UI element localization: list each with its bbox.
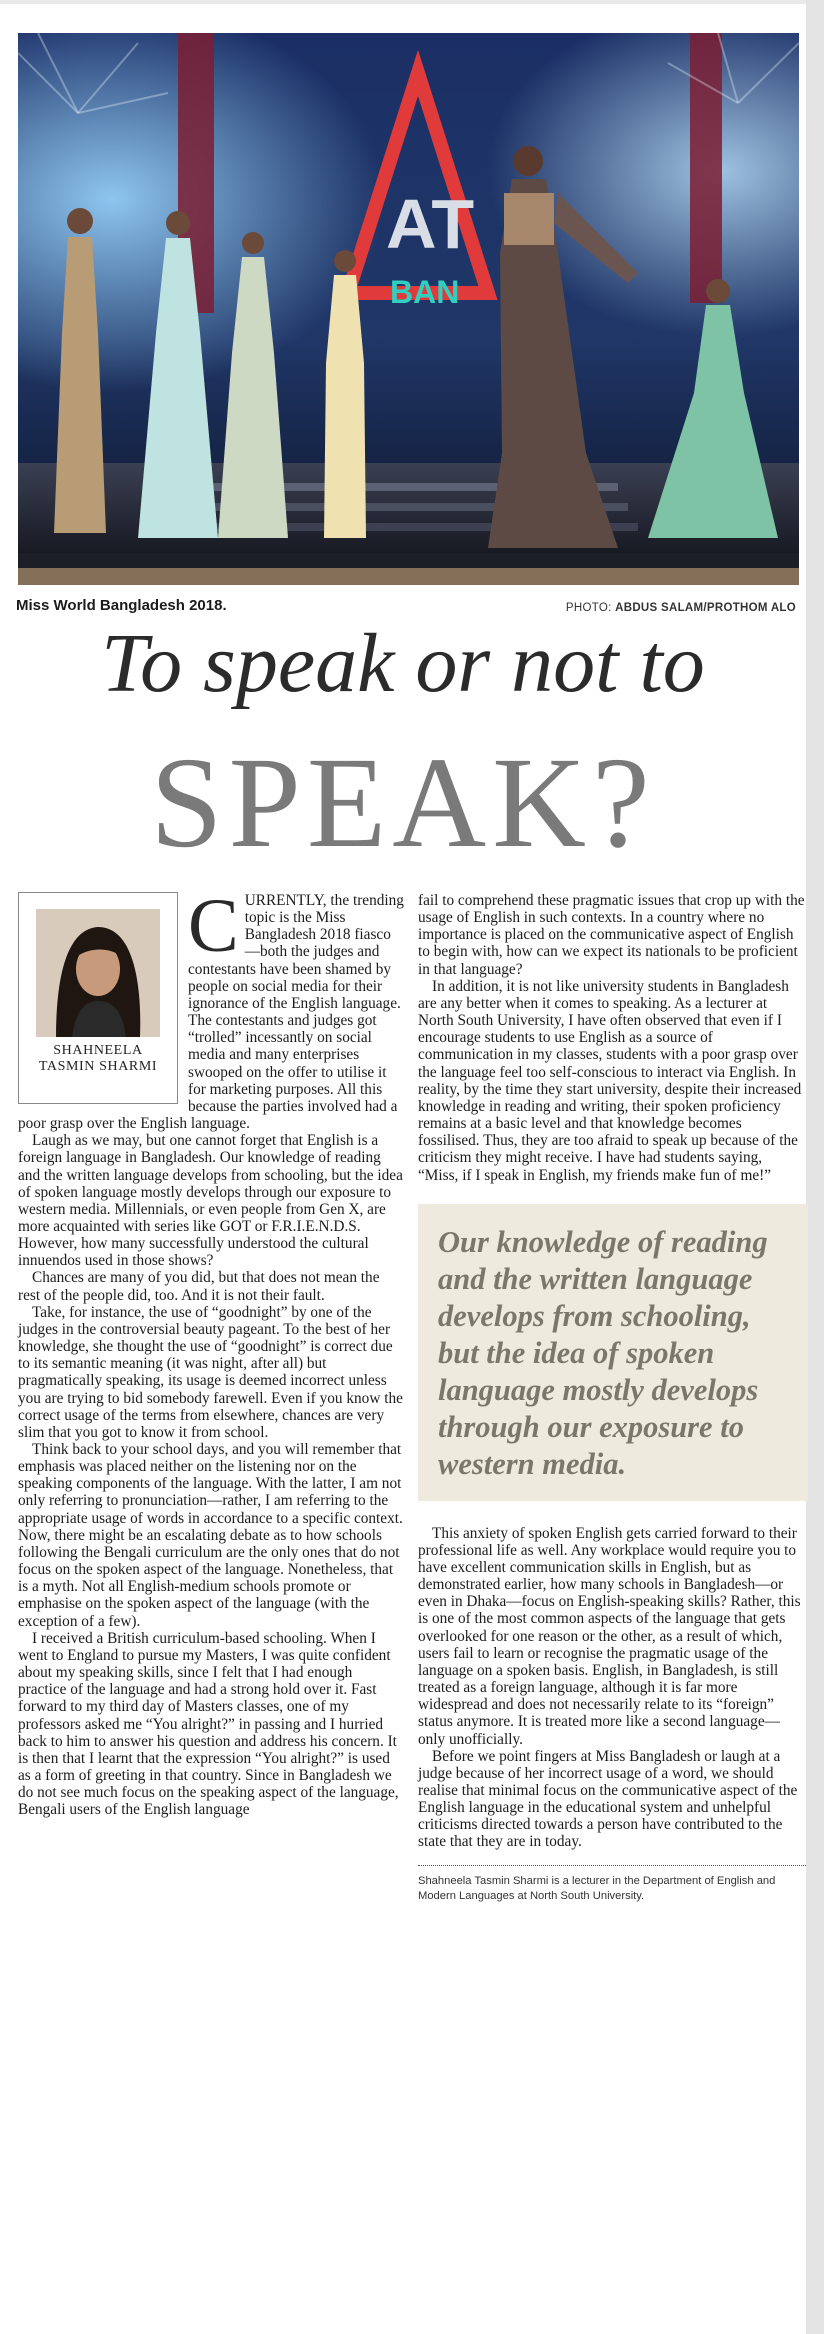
photo-credit	[566, 602, 796, 614]
paragraph-6-continued: fail to comprehend these pragmatic issues that crop up with the usage of English in such contexts. In a country where no importance is placed on the communicative aspect of English to begin with, how can we expect its nationals to be proficient in that language?	[418, 892, 805, 978]
paragraph-5: Think back to your school days, and you will remember that emphasis was placed neither on the listening nor on the speaking components of the language. With the latter, I am not only referring to pronunciation—rather, I am referring to the appropriate usage of words in accordance to a specific context. Now, there might be an escalating debate as to how schools following the Bengali curriculum are the only ones that do not focus on the spoken aspect of the language. Nonetheless, that is a myth. Not all English-medium schools promote or emphasise on the spoken aspect of the language (with the exception of a few).	[18, 1441, 403, 1630]
stage-logo-text: AT	[386, 185, 475, 263]
pageant-photo-illustration	[18, 33, 799, 585]
stage-logo-subtext: BAN	[390, 274, 460, 310]
top-rule	[0, 0, 806, 4]
photo-credit-label: PHOTO:	[565, 602, 612, 614]
headline-line-2: SPEAK?	[150, 731, 656, 875]
page-edge	[806, 0, 824, 2334]
paragraph-8: This anxiety of spoken English gets carried forward to their professional life as well. Any workplace would require you to have excellent communication skills in English, but as demonstrated earlier, how many schools in Bangladesh—or even in Dhaka—focus on English-speaking skills? Rather, this is one of the most common aspects of the language that gets overlooked for one reason or the other, as a result of which, users fail to learn or recognise the pragmatic usage of the language on a spoken basis. English, in Bangladesh, is still treated as a foreign language, although it is far more widespread and does not necessarily relate to its “foreign” status anymore. It is treated more like a second language—only unofficially.	[418, 1524, 801, 1748]
pageant-photo	[18, 33, 799, 585]
paragraph-3: Chances are many of you did, but that does not mean the rest of the people did, too. And it is not their fault.	[18, 1269, 380, 1304]
paragraph-7: In addition, it is not like university students in Bangladesh are any better when it comes to speaking. As a lecturer at North South University, I have often observed that even if I encourage students to use English as a source of communication in my classes, students with a poor grasp over the language feel too self-conscious to interact via English. In reality, by the time they start university, despite their increased knowledge in reading and writing, their spoken proficiency remains at a basic level and that knowledge becomes fossilised. Thus, they are too afraid to speak up because of the criticism they might receive. I have had students saying, “Miss, if I speak in English, my friends make fun of me!”	[418, 977, 802, 1184]
author-name-line-1: SHAHNEELA	[53, 1043, 143, 1058]
article-column-right	[418, 892, 806, 2332]
paragraph-4: Take, for instance, the use of “goodnight” by one of the judges in the controversial beauty pageant. To the best of her knowledge, she thought the use of “goodnight” is correct due to its semantic meaning (it was night, after all) but pragmatically speaking, its usage is deemed incorrect unless you are trying to bid somebody farewell. Even if you know the correct usage of the terms from elsewhere, chances are very slim that you got to know it from school.	[18, 1303, 403, 1441]
paragraph-1-text: URRENTLY, the trending topic is the Miss Bangladesh 2018 fiasco—both the judges and contestants have been shamed by people on social media for their ignorance of the English language. The contestants and judges got “trolled” incessantly on social media and many enterprises swooped on the offer to utilise it for marketing purposes. All this because the parties involved had a poor grasp over the English language.	[18, 892, 404, 1133]
headline-line-1: To speak or not to	[101, 617, 705, 710]
photo-credit-name: ABDUS SALAM/PROTHOM ALO	[615, 602, 796, 614]
author-name-line-2: TASMIN SHARMI	[38, 1059, 158, 1074]
author-portrait	[36, 909, 160, 1037]
article-column-left	[18, 884, 404, 2272]
paragraph-2: Laugh as we may, but one cannot forget that English is a foreign language in Bangladesh. Our knowledge of reading and the written language develops from schooling, but the idea of spoken language mostly develops through our exposure to western media. Millennials, or even people from Gen X, are more acquainted with series like GOT or F.R.I.E.N.D.S. However, how many successfully understood the cultural innuendos used in those shows?	[18, 1132, 403, 1270]
author-footnote: Shahneela Tasmin Sharmi is a lecturer in the Department of English and Modern Languages at North South University.	[418, 1865, 806, 1904]
paragraph-9: Before we point fingers at Miss Bangladesh or laugh at a judge because of her incorrect usage of a word, we should realise that minimal focus on the communicative aspect of the English language in the educational system and unhelpful criticisms directed towards a person have contributed to the state that they are in today.	[418, 1747, 798, 1851]
author-photo	[36, 909, 160, 1037]
pull-quote: Our knowledge of reading and the written language develops from schooling, but the idea of spoken language mostly develops through our exposure to western media.	[418, 1204, 808, 1501]
drop-cap: C	[188, 884, 239, 968]
author-box	[18, 892, 178, 1104]
paragraph-6: I received a British curriculum-based schooling. When I went to England to pursue my Masters, I was quite confident about my speaking skills, since I felt that I had enough practice of the language and had a strong hold over it. Fast forward to my third day of Masters classes, one of my professors asked me “You alright?” in passing and I hurried back to him to answer his question and address his concern. It is then that I learnt that the expression “You alright?” is used as a form of greeting in that country. Since in Bangladesh we do not see much focus on the speaking aspect of the language, Bengali users of the English language	[18, 1629, 399, 1819]
photo-caption: Miss World Bangladesh 2018.	[16, 597, 227, 614]
